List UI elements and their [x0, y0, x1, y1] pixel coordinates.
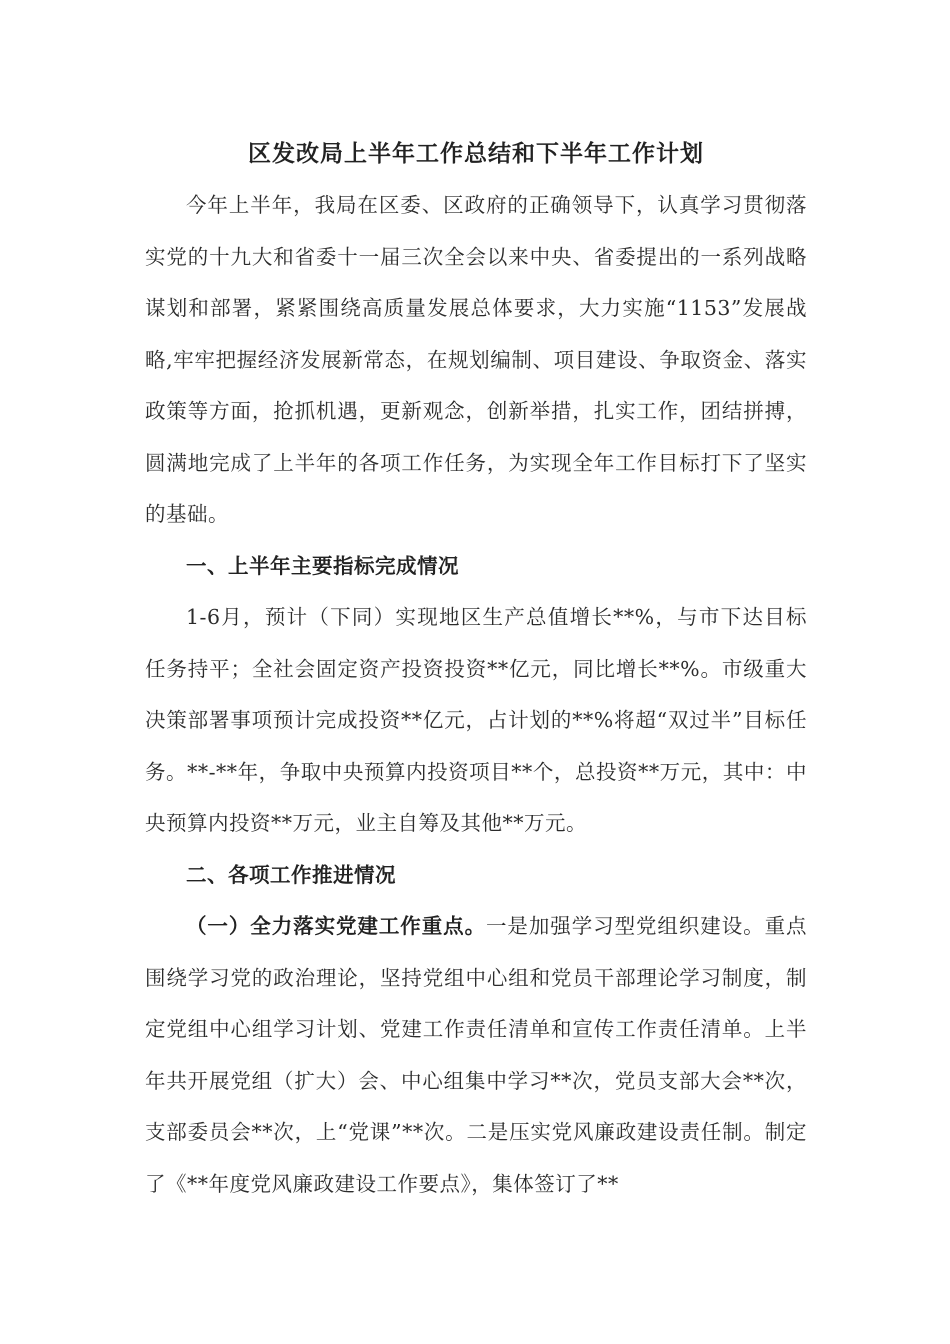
intro-paragraph: 今年上半年，我局在区委、区政府的正确领导下，认真学习贯彻落实党的十九大和省委十一届三次全会以来中央、省委提出的一系列战略谋划和部署，紧紧围绕高质量发展总体要求，大力实施“1153”发展战略,牢牢把握经济发展新常态，在规划编制、项目建设、争取资金、落实政策等方面，抢抓机遇，更新观念，创新举措，扎实工作，团结拼搏，圆满地完成了上半年的各项工作任务，为实现全年工作目标打下了坚实的基础。	[145, 193, 807, 526]
section-2-item-1-paragraph	[145, 901, 807, 1210]
document-title: 区发改局上半年工作总结和下半年工作计划	[248, 140, 704, 167]
section-2-item-1-body: 一是加强学习型党组织建设。重点围绕学习党的政治理论，坚持党组中心组和党员干部理论学习制度，制定党组中心组学习计划、党建工作责任清单和宣传工作责任清单。上半年共开展党组（扩大）会、中心组集中学习**次，党员支部大会**次，支部委员会**次，上“党课”**次。二是压实党风廉政建设责任制。制定了《**年度党风廉政建设工作要点》，集体签订了**	[145, 914, 807, 1196]
section-1-paragraph: 1-6月，预计（下同）实现地区生产总值增长**%，与市下达目标任务持平；全社会固定资产投资投资**亿元，同比增长**%。市级重大决策部署事项预计完成投资**亿元，占计划的**%将超“双过半”目标任务。**-**年，争取中央预算内投资项目**个，总投资**万元，其中：中央预算内投资**万元，业主自筹及其他**万元。	[145, 605, 807, 835]
section-2-item-1-lead: （一）全力落实党建工作重点。	[186, 914, 486, 938]
document-body	[145, 128, 807, 1210]
section-1-heading: 一、上半年主要指标完成情况	[186, 553, 459, 578]
section-2-heading: 二、各项工作推进情况	[186, 862, 396, 887]
